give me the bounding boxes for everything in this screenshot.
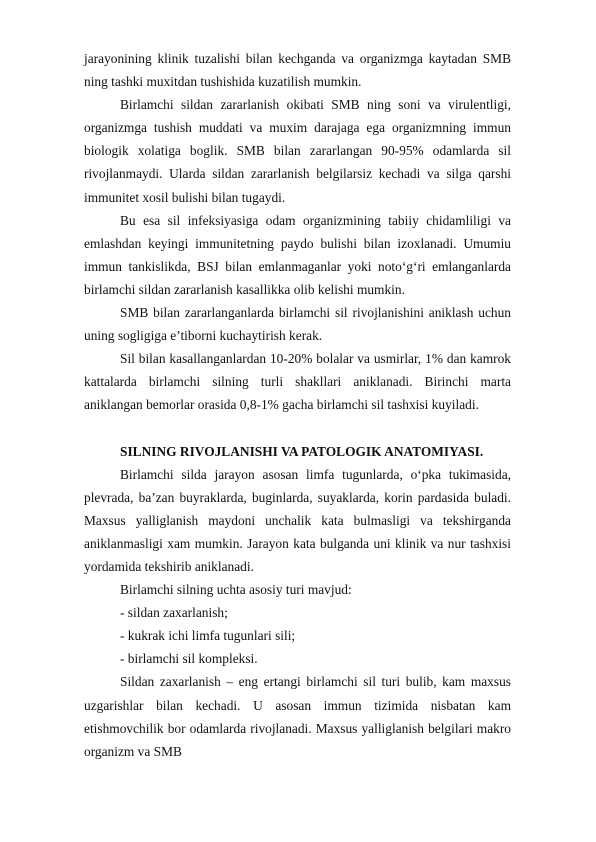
paragraph-intoxication-description: Sildan zaxarlanish – eng ertangi birlamchi sil turi bulib, kam maxsus uzgarishlar bilan kechadi. U asosan immun tizimida nisbatan kam etishmovchilik bor odamlarda rivojlanadi. Maxsus yalliglanish belgilari makro organizm va SMB [84, 674, 511, 759]
paragraph-natural-resistance: Bu esa sil infeksiyasiga odam organizmining tabiiy chidamliligi va emlashdan keyingi immunitetning paydo bulishi bilan izoxlanadi. Umumiu immun tankislikda, BSJ bilan emlanmaganlar yoki noto‘g‘ri emlanganlarda birlamchi sildan zararlanish kasallikka olib kelishi mumkin. [84, 212, 511, 297]
section-heading: SILNING RIVOJLANISHI VA PATOLOGIK ANATOMIYASI. [120, 443, 484, 459]
document-page [84, 47, 511, 763]
paragraph-primary-infection-outcome: Birlamchi sildan zararlanish okibati SMB ning soni va virulentligi, organizmga tushish muddati va muxim darajaga ega organizmning immun biologik xolatiga boglik. SMB bilan zararlangan 90-95% odamlarda sil rivojlanmaydi. Ularda sildan zararlanish belgilarsiz kechadi va silga qarshi immunitet xosil bulishi bilan tugaydi. [84, 97, 511, 205]
list-item-lymph-nodes: - kukrak ichi limfa tugunlari sili; [120, 628, 296, 644]
list-item-complex: - birlamchi sil kompleksi. [120, 651, 258, 667]
paragraph-localization: Birlamchi silda jarayon asosan limfa tugunlarda, o‘pka tukimasida, plevrada, ba’zan buyraklarda, buginlarda, suyaklarda, korin pardasida buladi. Maxsus yalliglanish maydoni unchalik kata bulmasligi va tekshirganda aniklanmasligi xam mumkin. Jarayon kata bulganda uni klinik va nur tashxisi yordamida tekshirib aniklanadi. [84, 466, 511, 574]
paragraph-types-intro: Birlamchi silning uchta asosiy turi mavjud: [120, 582, 352, 598]
paragraph-continuation: jarayonining klinik tuzalishi bilan kechganda va organizmga kaytadan SMB ning tashki muxitdan tushishida kuzatilish mumkin. [84, 51, 511, 90]
paragraph-statistics: Sil bilan kasallanganlardan 10-20% bolalar va usmirlar, 1% dan kamrok kattalarda birlamchi silning turli shakllari aniklanadi. Birinchi marta aniklangan bemorlar orasida 0,8-1% gacha birlamchi sil tashxisi kuyiladi. [84, 351, 511, 413]
list-item-intoxication: - sildan zaxarlanish; [120, 605, 228, 621]
paragraph-detection-advice: SMB bilan zararlanganlarda birlamchi sil rivojlanishini aniklash uchun uning sogligiga e’tiborni kuchaytirish kerak. [84, 305, 511, 344]
